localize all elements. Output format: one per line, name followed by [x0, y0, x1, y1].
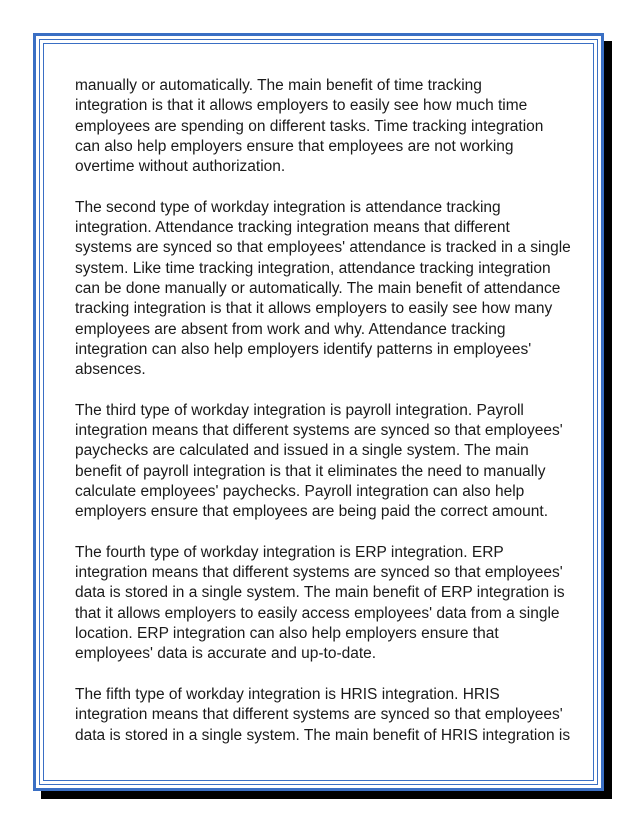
paragraph-attendance-tracking: The second type of workday integration is attendance tracking integration. Attendance tracking integration means that different systems are synced so that employees' attendance is tracked in a single system. Like time tracking integration, attendance tracking integration can be done manually or automatically. The main benefit of attendance tracking integration is that it allows employers to easily see how many employees are absent from work and why. Attendance tracking integration can also help employers identify patterns in employees' absences. — [75, 198, 571, 379]
paragraph-time-tracking: manually or automatically. The main benefit of time tracking integration is that it allows employers to easily see how much time employees are spending on different tasks. Time tracking integration can also help employers ensure that employees are not working overtime without authorization. — [75, 77, 544, 176]
paragraph-hris-integration: The fifth type of workday integration is HRIS integration. HRIS integration means that different systems are synced so that employees' data is stored in a single system. The main benefit of HRIS integration is — [75, 685, 571, 744]
paragraph-payroll-integration: The third type of workday integration is payroll integration. Payroll integration means that different systems are synced so that employees' paychecks are calculated and issued in a single system. The main benefit of payroll integration is that it eliminates the need to manually calculate employees' paychecks. Payroll integration can also help employers ensure that employees are being paid the correct amount. — [75, 401, 563, 521]
paragraph-erp-integration: The fourth type of workday integration is ERP integration. ERP integration means that different systems are synced so that employees' data is stored in a single system. The main benefit of ERP integration is that it allows employers to easily access employees' data from a single location. ERP integration can also help employers ensure that employees' data is accurate and up-to-date. — [75, 543, 565, 663]
document-body — [75, 76, 575, 746]
